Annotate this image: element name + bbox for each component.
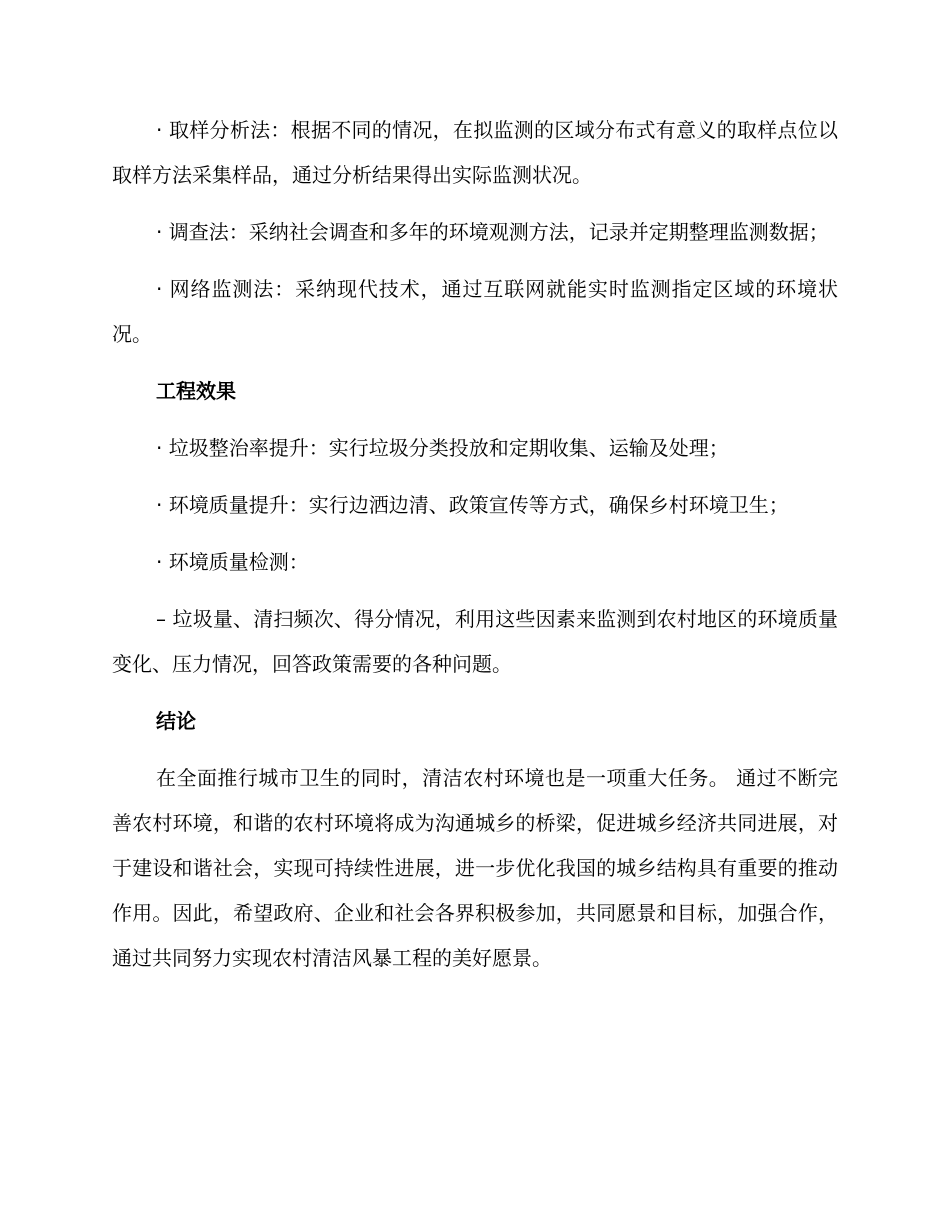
section-heading-conclusion: 结论: [156, 709, 196, 733]
effect-subitem-detection-detail: – 垃圾量、清扫频次、得分情况，利用这些因素来监测到农村地区的环境质量变化、压力情况，回答政策需要的各种问题。: [112, 607, 838, 676]
effect-item-detection: · 环境质量检测：: [156, 550, 309, 574]
method-item-survey: · 调查法：采纳社会调查和多年的环境观测方法，记录并定期整理监测数据；: [156, 220, 829, 244]
effect-item-quality: · 环境质量提升：实行边洒边清、政策宣传等方式，确保乡村环境卫生；: [156, 493, 789, 517]
document-body: [112, 108, 838, 981]
section-heading-effects: 工程效果: [156, 379, 236, 403]
method-item-network: · 网络监测法：采纳现代技术，通过互联网就能实时监测指定区域的环境状况。: [112, 277, 838, 346]
method-item-sampling: · 取样分析法：根据不同的情况，在拟监测的区域分布式有意义的取样点位以取样方法采集样品，通过分析结果得出实际监测状况。: [112, 118, 838, 187]
effect-item-garbage: · 垃圾整治率提升：实行垃圾分类投放和定期收集、运输及处理；: [156, 436, 729, 460]
conclusion-paragraph: 在全面推行城市卫生的同时，清洁农村环境也是一项重大任务。 通过不断完善农村环境，和谐的农村环境将成为沟通城乡的桥梁，促进城乡经济共同进展，对于建设和谐社会，实现可持续性进展，进一步优化我国的城乡结构具有重要的推动作用。因此，希望政府、企业和社会各界积极参加，共同愿景和目标，加强合作，通过共同努力实现农村清洁风暴工程的美好愿景。: [112, 766, 838, 970]
